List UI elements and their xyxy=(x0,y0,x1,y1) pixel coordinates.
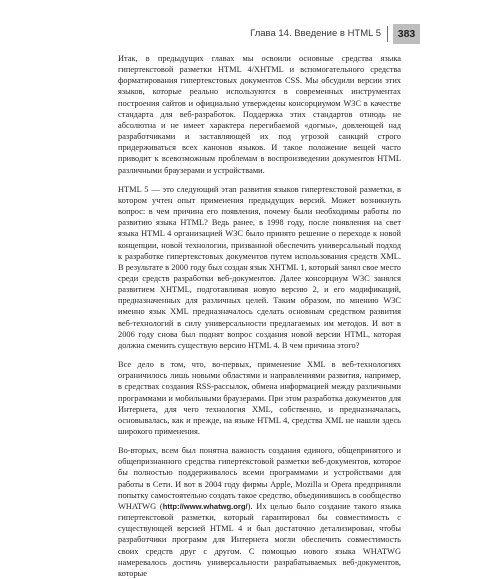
paragraph-1: Итак, в предыдущих главах мы освоили основные средства языка гипертекстовой разметки HTML 4/XHTML и вспомогательного средства форматирования гипертекстовых документов CSS. Мы обсудили версии этих языков, которые реально используются в современных инструментах построения сайтов и официально утверждены консорциумом W3C в качестве стандарта для веб-разработок. Поддержка этих стандартов отнюдь не абсолютна и не имеет характера перегибаемой «догмы», довлеющей над разработчиками и заставляющей их под угрозой санкций строго придерживаться всех канонов языков. И такое положение вещей часто приводит к всевозможным проблемам в воспроизведении документов HTML различными браузерами и устройствами. xyxy=(118,54,401,175)
paragraph-3: Все дело в том, что, во-первых, применение XML в веб-технологиях ограничилось лишь новыми областями и направлениями развития, например, в средствах создания RSS-рассылок, обмена информацией между различными программами и мобильными браузерами. При этом разработка документов для Интернета, для чего технология XML, собственно, и предназначалась, основывалась, как и прежде, на языке HTML 4, средства XML не нашли здесь широкого применения. xyxy=(118,360,401,436)
paragraph-4 xyxy=(118,445,401,579)
running-header xyxy=(0,24,500,46)
paragraph-2: HTML 5 — это следующий этап развития языков гипертекстовой разметки, в котором учтен опыт применения предыдущих версий. Может возникнуть вопрос: в чем причина его появления, почему были необходимы работы по развитию языка HTML? Ведь ранее, в 1998 году, после появления на свет языка HTML 4 организацией W3C было принято решение о переходе к новой концепции, новой технологии, призванной обеспечить универсальный подход к разработке гипертекстовых документов путем использования средств XML. В результате в 2000 году был создан язык XHTML 1, который занял свое место среди средств разработки веб-документов. Далее консорциум W3C занялся развитием XHTML, подготавливая новую версию 2, и его модификаций, предназначенных для различных целей. Таким образом, по мнению W3C именно язык XML предназначалось сделать основным средством развития веб-технологий в силу универсальности предлагаемых им методов. И вот в 2006 году снова был поднят вопрос создания новой версии HTML, которая должна сменить существую версию HTML 4. В чем причина этого? xyxy=(118,184,401,350)
whatwg-url[interactable]: http://www.whatwg.org/ xyxy=(162,501,248,511)
chapter-title: Глава 14. Введение в HTML 5 xyxy=(250,28,381,39)
paragraph-4-text-end: ). Их целью было создание такого языка гипертекстовой разметки, который гарантировал бы совместимость с существующей версией HTML 4 и был достаточно детализирован, чтобы разработчики программ для Интернета могли обеспечить совместимость своих средств друг с другом. С помощью нового языка WHATWG намеревалось достичь универсальности разрабатываемых веб-документов, которые xyxy=(118,501,401,578)
header-divider xyxy=(387,26,388,42)
page-number: 383 xyxy=(397,28,416,40)
body-text xyxy=(118,53,401,579)
page-number-box xyxy=(393,24,420,44)
paragraph-4-text-start: Во-вторых, всем был понятна важность создания единого, общепринятого и общепризнанного средства гипертекстовой разметки веб-документов, которое бы полностью поддерживалось всеми программами и устройствами для работы в Сети. И вот в 2004 году фирмы Apple, Mozilla и Opera предприняли попытку самостоятельно создать такое средство, объединившись в сообщество WHATWG ( xyxy=(118,446,401,511)
